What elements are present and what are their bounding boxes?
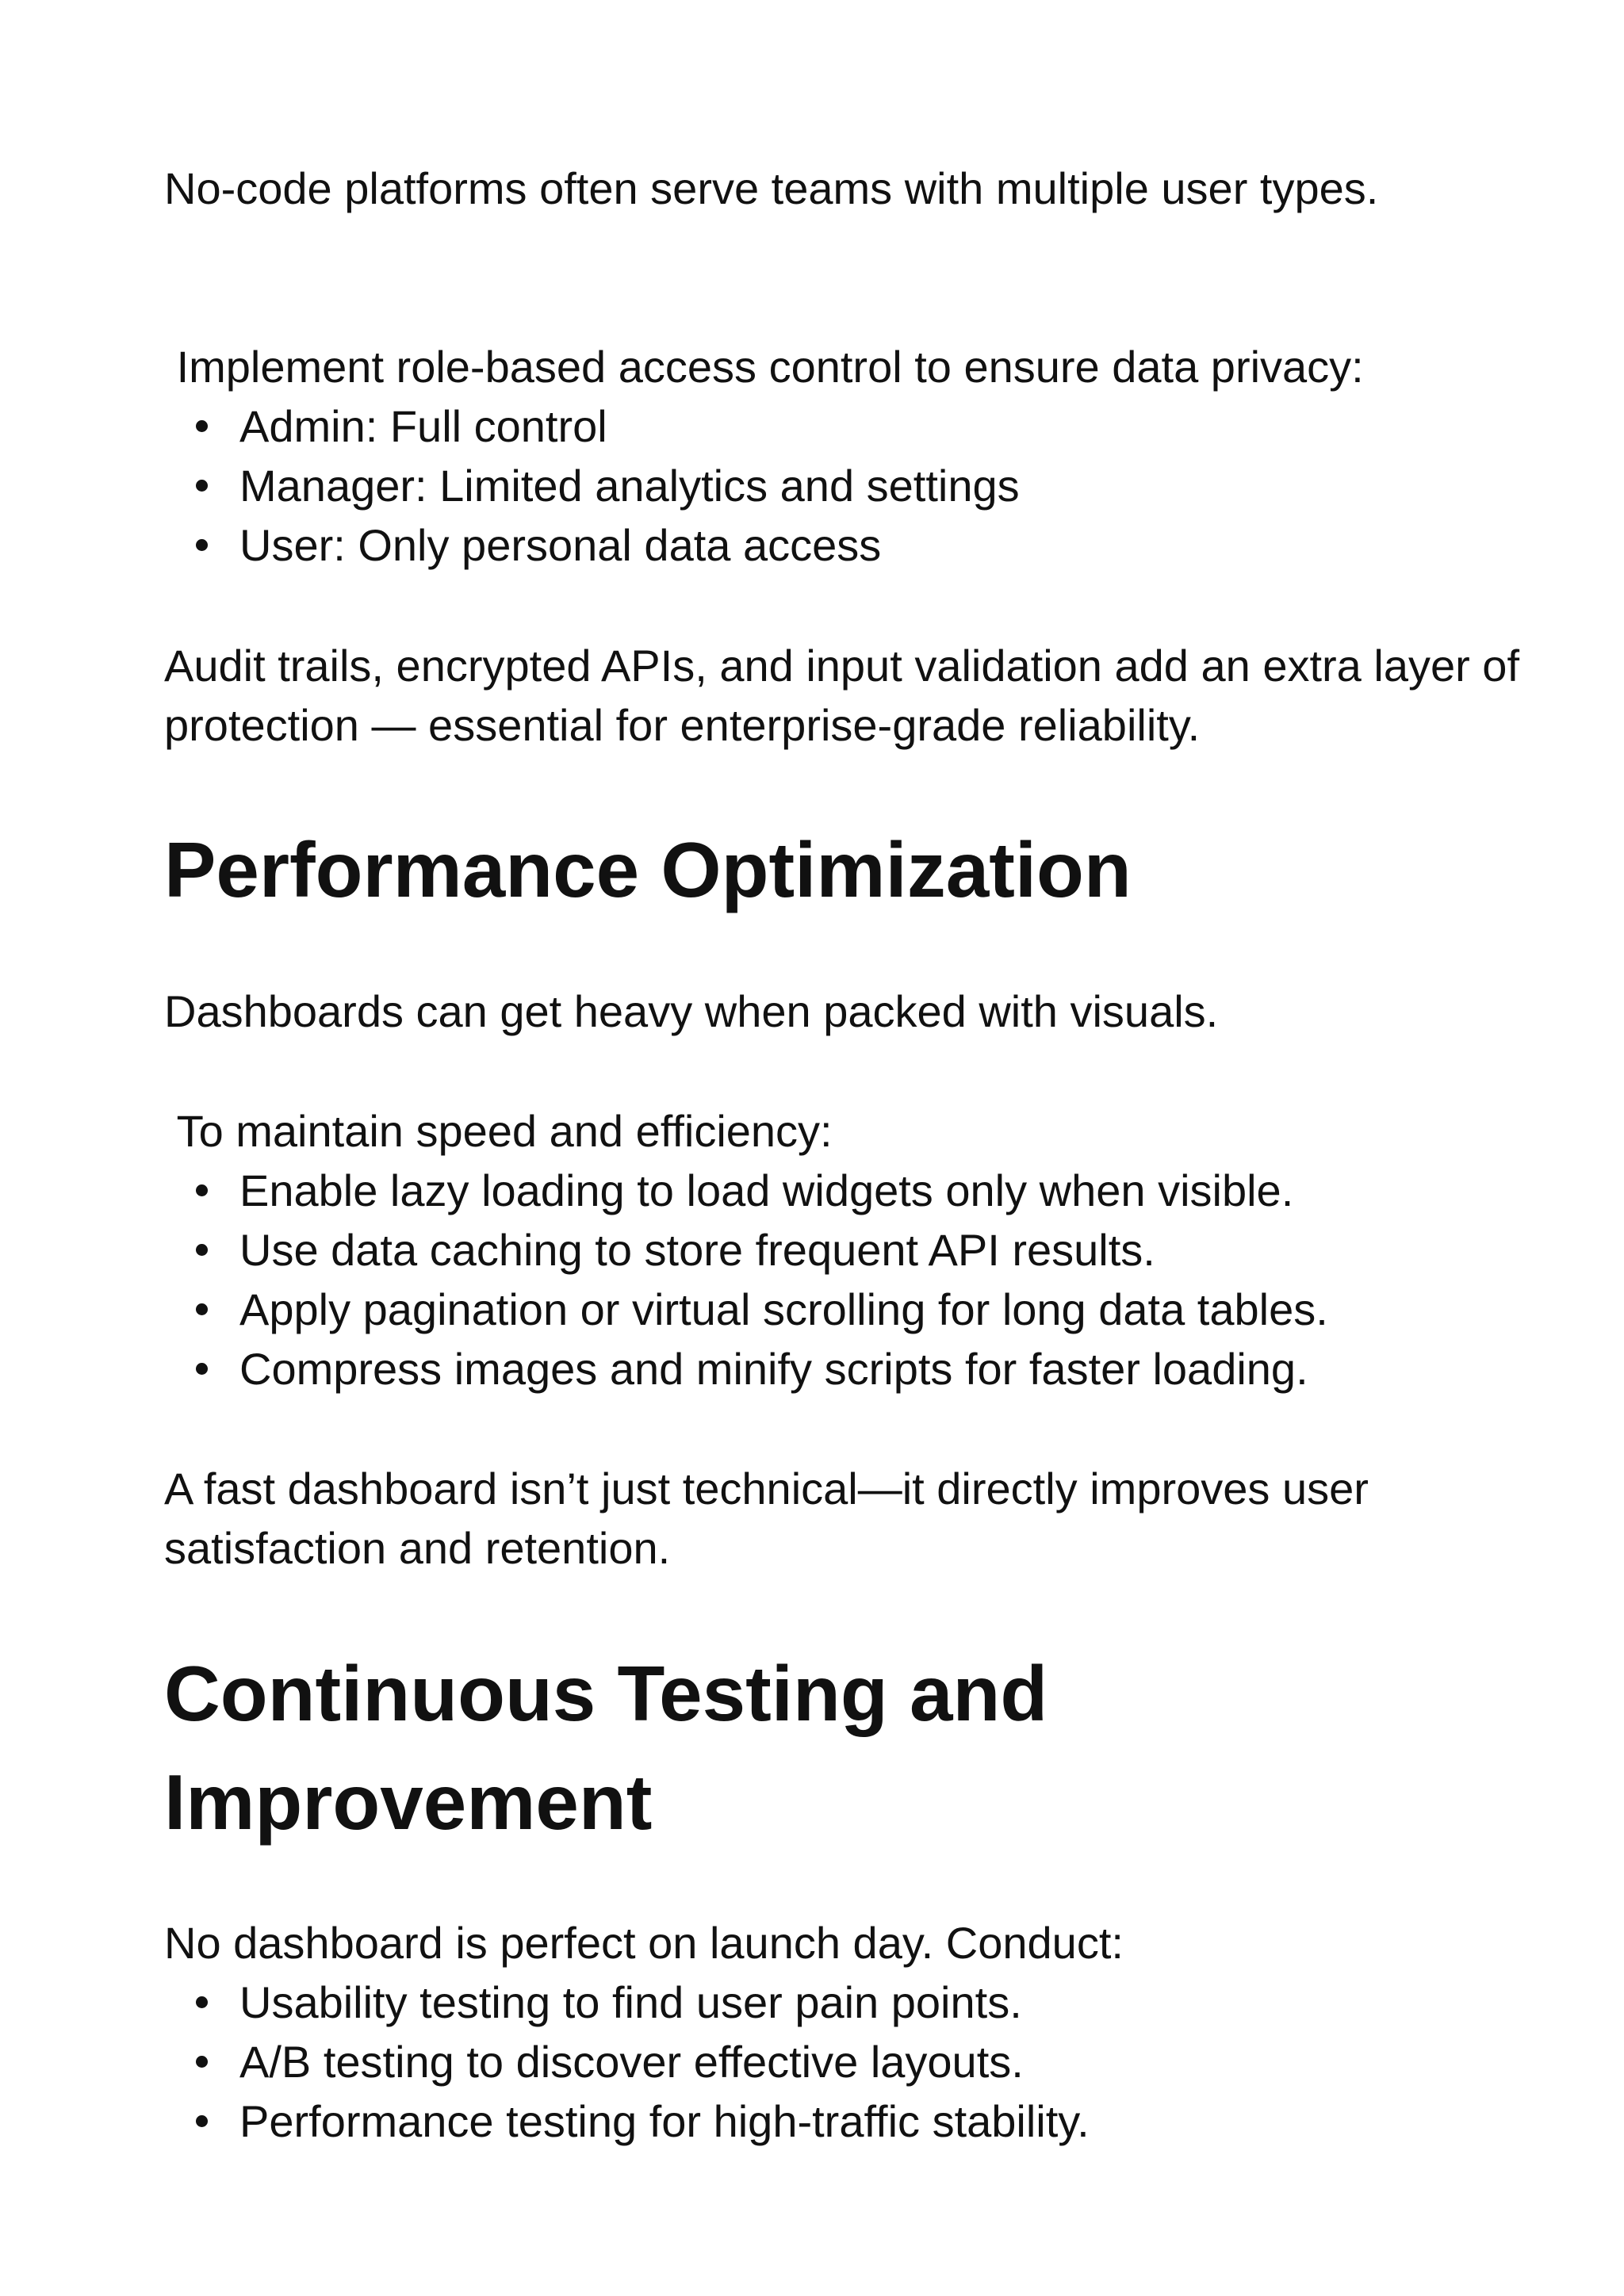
bullet-icon <box>196 1303 208 1315</box>
access-closing: Audit trails, encrypted APIs, and input validation add an extra layer of protection — essential for enterprise-grade reliability. <box>164 641 1532 750</box>
list-item: Compress images and minify scripts for faster loading. <box>164 1339 1328 1399</box>
testing-methods-list <box>164 1973 1090 2151</box>
list-item: Admin: Full control <box>164 396 1020 456</box>
list-item: Performance testing for high-traffic stability. <box>164 2091 1090 2151</box>
access-intro: No-code platforms often serve teams with multiple user types. <box>164 163 1379 213</box>
performance-closing: A fast dashboard isn’t just technical—it directly improves user satisfaction and retention. <box>164 1464 1381 1573</box>
bullet-icon <box>196 1184 208 1196</box>
performance-tips-list <box>164 1161 1328 1399</box>
bullet-icon <box>196 420 208 432</box>
bullet-icon <box>196 1244 208 1256</box>
bullet-icon <box>196 2115 208 2127</box>
testing-intro: No dashboard is perfect on launch day. Conduct: <box>164 1918 1124 1968</box>
list-item: Apply pagination or virtual scrolling for long data tables. <box>164 1280 1328 1339</box>
list-item: User: Only personal data access <box>164 515 1020 575</box>
performance-intro: Dashboards can get heavy when packed with visuals. <box>164 986 1219 1036</box>
bullet-icon <box>196 1996 208 2008</box>
access-lead: Implement role-based access control to ensure data privacy: <box>164 342 1364 392</box>
list-item: A/B testing to discover effective layouts. <box>164 2032 1090 2091</box>
performance-lead: To maintain speed and efficiency: <box>164 1106 833 1156</box>
access-role-list <box>164 396 1020 575</box>
bullet-icon <box>196 480 208 492</box>
section-heading-performance: Performance Optimization <box>164 826 1132 913</box>
section-heading-testing: Continuous Testing and Improvement <box>164 1650 1048 1846</box>
bullet-icon <box>196 539 208 551</box>
bullet-icon <box>196 1363 208 1375</box>
list-item: Usability testing to find user pain points. <box>164 1973 1090 2032</box>
list-item: Use data caching to store frequent API results. <box>164 1220 1328 1280</box>
list-item: Manager: Limited analytics and settings <box>164 456 1020 515</box>
bullet-icon <box>196 2056 208 2068</box>
list-item: Enable lazy loading to load widgets only when visible. <box>164 1161 1328 1220</box>
